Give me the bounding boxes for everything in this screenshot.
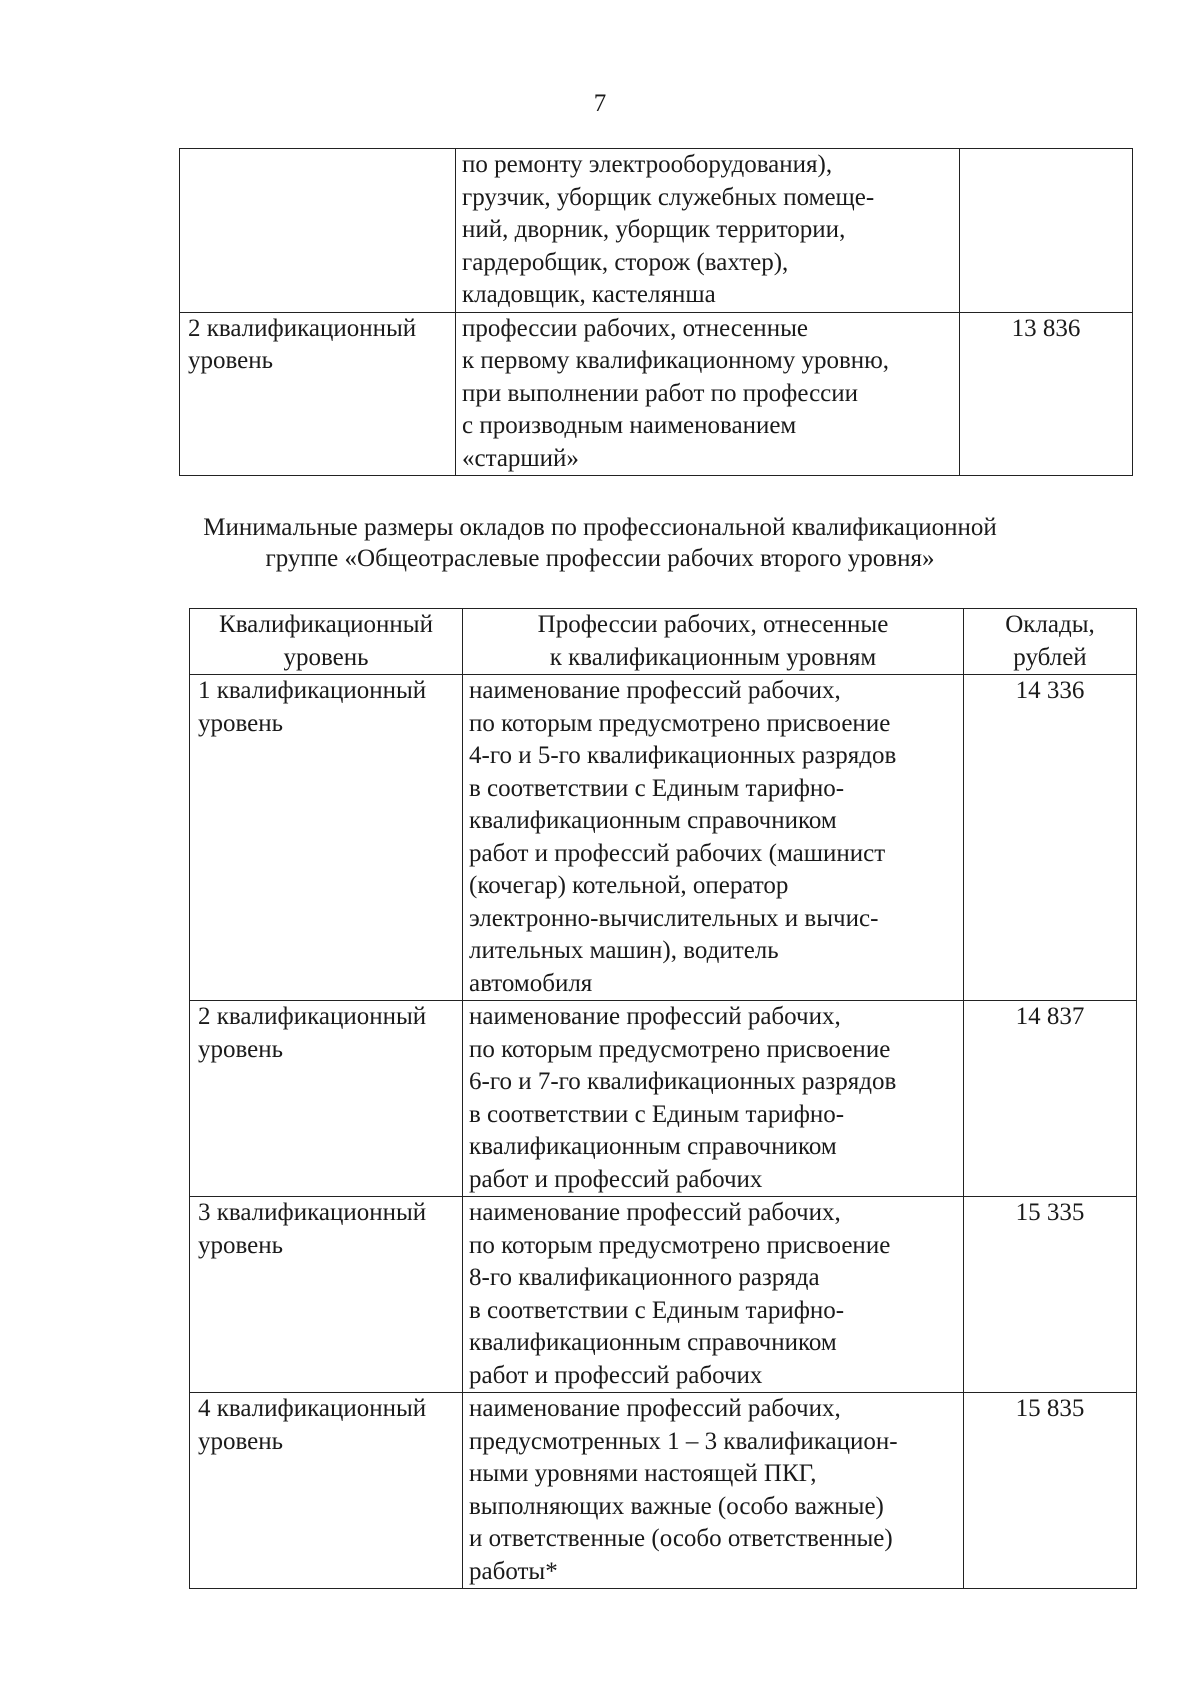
table-row	[190, 1197, 1137, 1393]
heading-line-2: группе «Общеотраслевые профессии рабочих второго уровня»	[265, 545, 935, 572]
professions-cell-line: в соответствии с Единым тарифно-	[469, 774, 845, 802]
professions-cell-line: с производным наименованием	[462, 412, 797, 439]
professions-cell	[463, 1001, 964, 1197]
qualification-level-cell-line: уровень	[198, 1231, 284, 1259]
professions-cell-line: грузчик, уборщик служебных помеще-	[462, 183, 875, 211]
professions-cell-line: ний, дворник, уборщик территории,	[462, 216, 846, 243]
professions-cell-line: квалификационным справочником	[469, 807, 837, 834]
qualification-level-cell-line: 2 квалификационный	[198, 1003, 427, 1030]
professions-cell-line: автомобиля	[469, 969, 593, 997]
professions-cell-line: ными уровнями настоящей ПКГ,	[469, 1460, 817, 1487]
qualification-level-cell	[190, 1001, 463, 1197]
header-professions-cell-line: к квалификационным уровням	[549, 643, 877, 671]
salary-table-second-level	[189, 608, 1137, 1589]
qualification-level-cell-line: 4 квалификационный	[198, 1395, 427, 1422]
professions-cell-line: 4-го и 5-го квалификационных разрядов	[469, 742, 897, 769]
header-salary-cell-line: Оклады,	[1005, 611, 1095, 638]
header-salary-cell-line: рублей	[1013, 643, 1087, 671]
professions-cell-line: наименование профессий рабочих,	[469, 677, 841, 704]
professions-cell-line: квалификационным справочником	[469, 1133, 837, 1160]
header-professions-cell-line: Профессии рабочих, отнесенные	[537, 611, 889, 638]
professions-cell-line: выполняющих важные (особо важные)	[469, 1492, 884, 1520]
professions-cell-line: в соответствии с Единым тарифно-	[469, 1296, 845, 1324]
professions-cell	[456, 149, 960, 313]
professions-cell-line: 6-го и 7-го квалификационных разрядов	[469, 1068, 897, 1095]
professions-cell-line: работы*	[469, 1557, 558, 1585]
professions-cell-line: по которым предусмотрено присвоение	[469, 1231, 891, 1259]
professions-cell-line: «старший»	[462, 444, 579, 472]
qualification-level-cell-line: уровень	[198, 1427, 284, 1455]
qualification-level-cell-line: уровень	[198, 709, 284, 737]
salary-cell: 15 835	[964, 1393, 1137, 1589]
section-heading	[0, 512, 1200, 574]
table-row	[190, 1001, 1137, 1197]
salary-cell: 15 335	[964, 1197, 1137, 1393]
qualification-level-cell	[190, 675, 463, 1001]
professions-cell-line: по которым предусмотрено присвоение	[469, 1035, 891, 1063]
qualification-level-cell-line: 2 квалификационный	[188, 314, 417, 342]
professions-cell-line: наименование профессий рабочих,	[469, 1003, 841, 1030]
professions-cell	[463, 675, 964, 1001]
salary-table-continued	[179, 148, 1133, 476]
table-row	[190, 675, 1137, 1001]
header-salary-cell	[964, 609, 1137, 675]
professions-cell-line: и ответственные (особо ответственные)	[469, 1525, 893, 1552]
professions-cell	[456, 312, 960, 476]
table-row	[180, 312, 1133, 476]
professions-cell-line: 8-го квалификационного разряда	[469, 1264, 820, 1291]
qualification-level-cell-line: уровень	[188, 347, 274, 374]
table-row	[180, 149, 1133, 313]
professions-cell-line: (кочегар) котельной, оператор	[469, 872, 789, 899]
header-professions-cell	[463, 609, 964, 675]
qualification-level-cell	[180, 312, 456, 476]
salary-cell: 13 836	[960, 312, 1133, 476]
header-level-cell-line: Квалификационный	[219, 611, 433, 638]
professions-cell	[463, 1393, 964, 1589]
professions-cell-line: по ремонту электрооборудования),	[462, 151, 833, 178]
professions-cell-line: гардеробщик, сторож (вахтер),	[462, 248, 789, 276]
qualification-level-cell	[180, 149, 456, 313]
professions-cell-line: в соответствии с Единым тарифно-	[469, 1100, 845, 1128]
professions-cell-line: наименование профессий рабочих,	[469, 1395, 841, 1422]
qualification-level-cell	[190, 1393, 463, 1589]
professions-cell-line: работ и профессий рабочих	[469, 1361, 763, 1389]
professions-cell-line: квалификационным справочником	[469, 1329, 837, 1356]
table-row	[190, 1393, 1137, 1589]
salary-cell	[960, 149, 1133, 313]
heading-line-1: Минимальные размеры окладов по профессиональной квалификационной	[203, 514, 997, 541]
professions-cell-line: работ и профессий рабочих (машинист	[469, 839, 886, 867]
header-level-cell	[190, 609, 463, 675]
qualification-level-cell	[190, 1197, 463, 1393]
professions-cell-line: к первому квалификационному уровню,	[462, 347, 890, 374]
header-level-cell-line: уровень	[283, 643, 369, 671]
professions-cell-line: наименование профессий рабочих,	[469, 1199, 841, 1226]
professions-cell-line: кладовщик, кастелянша	[462, 281, 716, 308]
professions-cell-line: предусмотренных 1 – 3 квалификацион-	[469, 1427, 898, 1455]
professions-cell	[463, 1197, 964, 1393]
professions-cell-line: по которым предусмотрено присвоение	[469, 709, 891, 737]
professions-cell-line: электронно-вычислительных и вычис-	[469, 904, 879, 932]
salary-cell: 14 837	[964, 1001, 1137, 1197]
page-number: 7	[593, 90, 607, 117]
professions-cell-line: при выполнении работ по профессии	[462, 379, 859, 407]
table-header-row	[190, 609, 1137, 675]
qualification-level-cell-line: 3 квалификационный	[198, 1199, 427, 1226]
professions-cell-line: работ и профессий рабочих	[469, 1165, 763, 1193]
salary-cell: 14 336	[964, 675, 1137, 1001]
qualification-level-cell-line: уровень	[198, 1035, 284, 1063]
professions-cell-line: лительных машин), водитель	[469, 937, 779, 964]
qualification-level-cell-line: 1 квалификационный	[198, 677, 427, 704]
professions-cell-line: профессии рабочих, отнесенные	[462, 314, 808, 342]
